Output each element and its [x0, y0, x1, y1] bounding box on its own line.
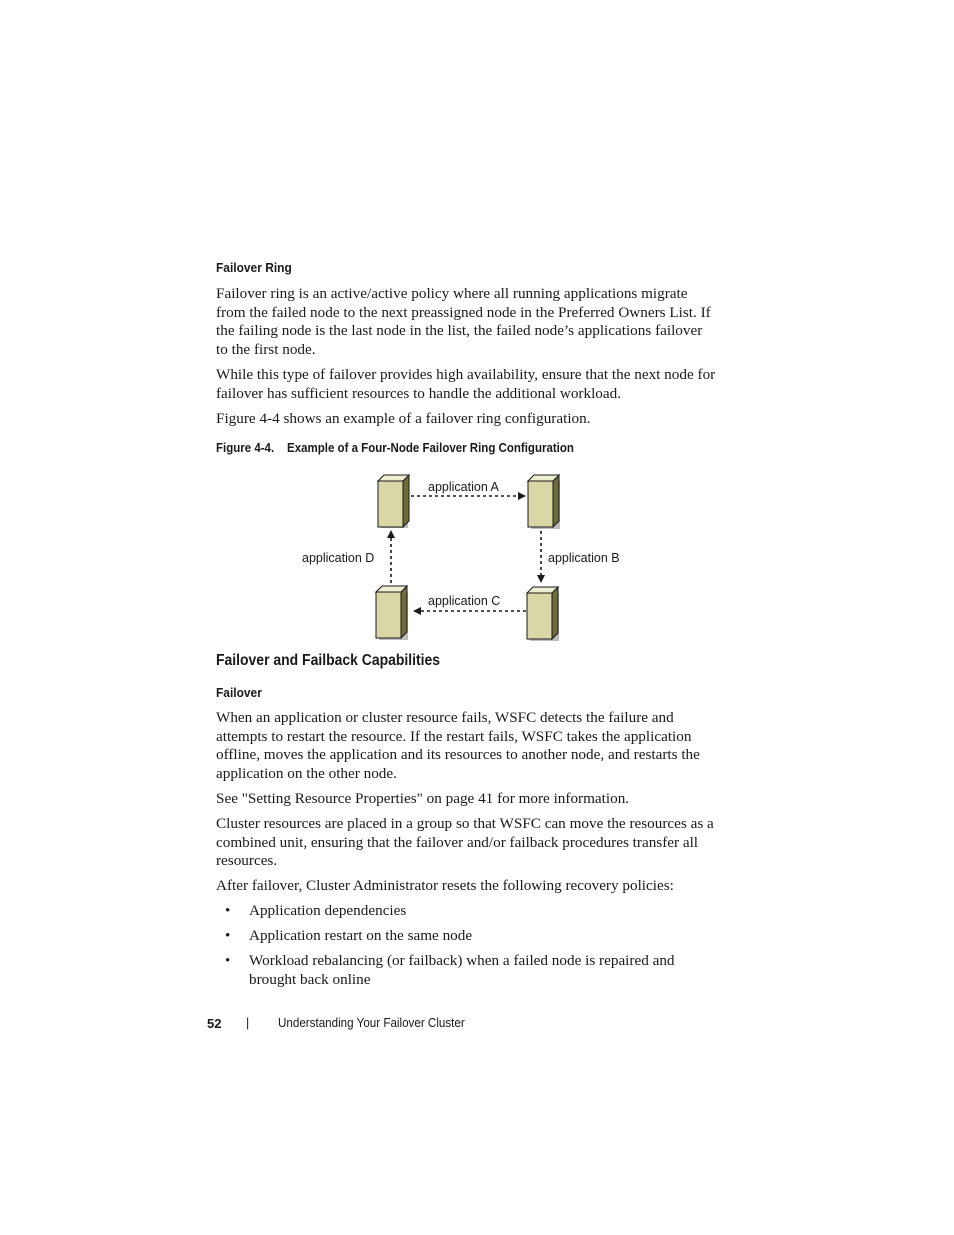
list-item: Workload rebalancing (or failback) when a failed node is repaired and brought back online	[249, 952, 675, 988]
paragraph-figure-reference: Figure 4-4 shows an example of a failover ring configuration.	[216, 410, 591, 427]
server-node-bottom-left	[376, 586, 408, 640]
server-node-bottom-right	[527, 587, 559, 641]
section-heading-failover-ring: Failover Ring	[216, 260, 292, 275]
paragraph-see-reference: See "Setting Resource Properties" on page 41 for more information.	[216, 790, 630, 807]
label-application-a: application A	[428, 480, 499, 494]
bullet-icon: •	[225, 902, 231, 919]
subheading-failover: Failover	[216, 685, 262, 700]
footer-separator: |	[246, 1016, 250, 1030]
footer-chapter-title: Understanding Your Failover Cluster	[278, 1016, 465, 1030]
label-application-d: application D	[302, 551, 375, 565]
label-application-c: application C	[428, 594, 501, 608]
bullet-icon: •	[225, 952, 231, 969]
server-node-top-right	[528, 475, 560, 529]
figure-number: Figure 4-4.	[216, 441, 275, 455]
server-node-top-left	[378, 475, 409, 528]
page-number: 52	[207, 1016, 222, 1031]
paragraph-cluster-resources: Cluster resources are placed in a group so that WSFC can move the resources as a combined unit, ensuring that the failover and/or failback procedures transfer all resources.	[216, 815, 714, 870]
label-application-b: application B	[548, 551, 620, 565]
figure-title: Example of a Four-Node Failover Ring Configuration	[287, 441, 574, 455]
list-item: Application restart on the same node	[249, 927, 473, 944]
paragraph-failover-ring-definition: Failover ring is an active/active policy where all running applications migrate from the failed node to the next preassigned node in the Preferred Owners List. If the failing node is the last node in the list, the failed node’s applications failover to the first node.	[216, 285, 711, 359]
list-item: Application dependencies	[249, 902, 407, 919]
paragraph-recovery-policies-intro: After failover, Cluster Administrator resets the following recovery policies:	[216, 877, 674, 894]
bullet-icon: •	[225, 927, 231, 944]
section-heading-failover-failback: Failover and Failback Capabilities	[216, 652, 441, 669]
paragraph-failover-process: When an application or cluster resource fails, WSFC detects the failure and attempts to restart the resource. If the restart fails, WSFC takes the application offline, moves the application and its resources to another node, and restarts the application on the other node.	[216, 709, 700, 783]
paragraph-high-availability-note: While this type of failover provides high availability, ensure that the next node for failover has sufficient resources to handle the additional workload.	[216, 366, 716, 402]
